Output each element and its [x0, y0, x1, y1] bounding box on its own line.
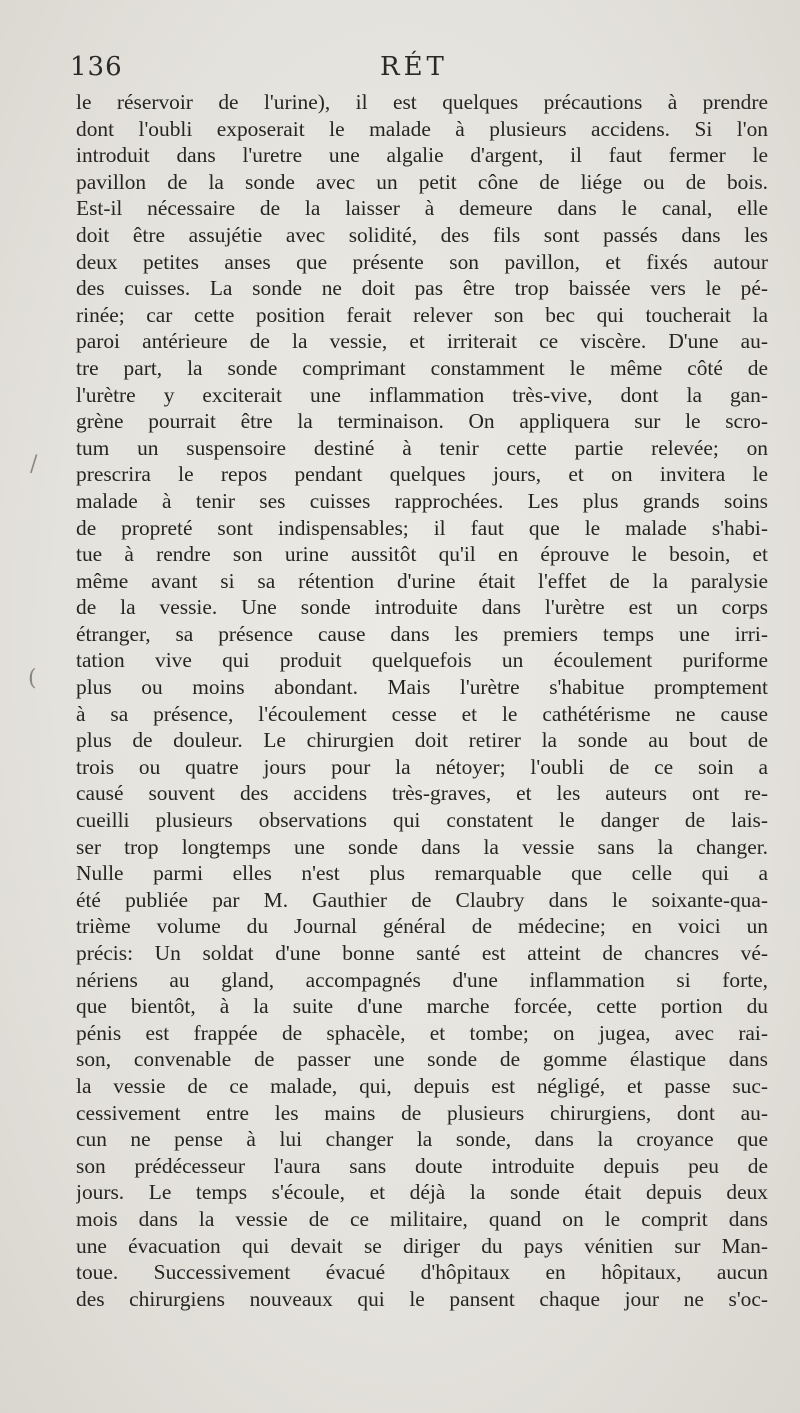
text-line: plus de douleur. Le chirurgien doit retirer la sonde au bout de	[76, 728, 768, 753]
text-line	[76, 1312, 768, 1339]
text-line: dont l'oubli exposerait le malade à plusieurs accidens. Si l'on	[76, 116, 768, 141]
text-line: prescrira le repos pendant quelques jours, et on invitera le	[76, 462, 768, 487]
running-head: RÉT	[380, 52, 448, 82]
text-line: rinée; car cette position ferait relever son bec qui toucherait la	[76, 302, 768, 327]
text-line: grène pourrait être la terminaison. On appliquera sur le scro-	[76, 409, 768, 434]
text-line: tue à rendre son urine aussitôt qu'il en éprouve le besoin, et	[76, 542, 768, 567]
text-line: trième volume du Journal général de médecine; en voici un	[76, 914, 768, 939]
text-line: son, convenable de passer une sonde de gomme élastique dans	[76, 1047, 768, 1072]
page-number: 136	[70, 52, 123, 82]
text-line: étranger, sa présence cause dans les premiers temps une irri-	[76, 621, 768, 646]
text-line: malade à tenir ses cuisses rapprochées. Les plus grands soins	[76, 488, 768, 513]
text-line: son prédécesseur l'aura sans doute introduite depuis peu de	[76, 1153, 768, 1178]
text-line: que bientôt, à la suite d'une marche forcée, cette portion du	[76, 994, 768, 1019]
text-line: Est-il nécessaire de la laisser à demeure dans le canal, elle	[76, 196, 768, 221]
text-line: pénis est frappée de sphacèle, et tombe; on jugea, avec rai-	[76, 1020, 768, 1045]
text-line: toue. Successivement évacué d'hôpitaux en hôpitaux, aucun	[76, 1260, 768, 1285]
text-line: doit être assujétie avec solidité, des fils sont passés dans les	[76, 222, 768, 247]
text-line: pavillon de la sonde avec un petit cône de liége ou de bois.	[76, 169, 768, 194]
text-line: de la vessie. Une sonde introduite dans l'urètre est un corps	[76, 595, 768, 620]
text-line: la vessie de ce malade, qui, depuis est négligé, et passe suc-	[76, 1073, 768, 1098]
text-line: à sa présence, l'écoulement cesse et le cathétérisme ne cause	[76, 701, 768, 726]
text-line: ser trop longtemps une sonde dans la vessie sans la changer.	[76, 834, 768, 859]
text-line: une évacuation qui devait se diriger du pays vénitien sur Man-	[76, 1233, 768, 1258]
text-line: causé souvent des accidens très-graves, et les auteurs ont re-	[76, 781, 768, 806]
text-line: cun ne pense à lui changer la sonde, dans la croyance que	[76, 1127, 768, 1152]
body-text	[76, 89, 768, 1339]
text-line: des cuisses. La sonde ne doit pas être trop baissée vers le pé-	[76, 276, 768, 301]
page-header	[70, 52, 750, 92]
text-line: tation vive qui produit quelquefois un écoulement puriforme	[76, 648, 768, 673]
text-line: mois dans la vessie de ce militaire, quand on le comprit dans	[76, 1206, 768, 1231]
text-line: tre part, la sonde comprimant constamment le même côté de	[76, 355, 768, 380]
margin-pencil-mark: /	[30, 452, 38, 477]
text-line: l'urètre y exciterait une inflammation très-vive, dont la gan-	[76, 382, 768, 407]
text-line: même avant si sa rétention d'urine était l'effet de la paralysie	[76, 568, 768, 593]
text-line: été publiée par M. Gauthier de Claubry dans le soixante-qua-	[76, 887, 768, 912]
text-line: deux petites anses que présente son pavillon, et fixés autour	[76, 249, 768, 274]
margin-pencil-mark: (	[28, 666, 37, 691]
text-line: cessivement entre les mains de plusieurs chirurgiens, dont au-	[76, 1100, 768, 1125]
text-line: cueilli plusieurs observations qui constatent le danger de lais-	[76, 808, 768, 833]
text-line: trois ou quatre jours pour la nétoyer; l'oubli de ce soin a	[76, 754, 768, 779]
text-line: nériens au gland, accompagnés d'une inflammation si forte,	[76, 967, 768, 992]
text-line: introduit dans l'uretre une algalie d'argent, il faut fermer le	[76, 143, 768, 168]
text-line: plus ou moins abondant. Mais l'urètre s'habitue promptement	[76, 675, 768, 700]
text-line: Nulle parmi elles n'est plus remarquable que celle qui a	[76, 861, 768, 886]
text-line: paroi antérieure de la vessie, et irriterait ce viscère. D'une au-	[76, 329, 768, 354]
text-line: le réservoir de l'urine), il est quelques précautions à prendre	[76, 90, 768, 114]
text-line: précis: Un soldat d'une bonne santé est atteint de chancres vé-	[76, 941, 768, 965]
text-line: de propreté sont indispensables; il faut que le malade s'habi-	[76, 515, 768, 540]
text-line: des chirurgiens nouveaux qui le pansent chaque jour ne s'oc-	[76, 1286, 768, 1311]
text-line: jours. Le temps s'écoule, et déjà la sonde était depuis deux	[76, 1180, 768, 1205]
text-line: tum un suspensoire destiné à tenir cette partie relevée; on	[76, 435, 768, 460]
